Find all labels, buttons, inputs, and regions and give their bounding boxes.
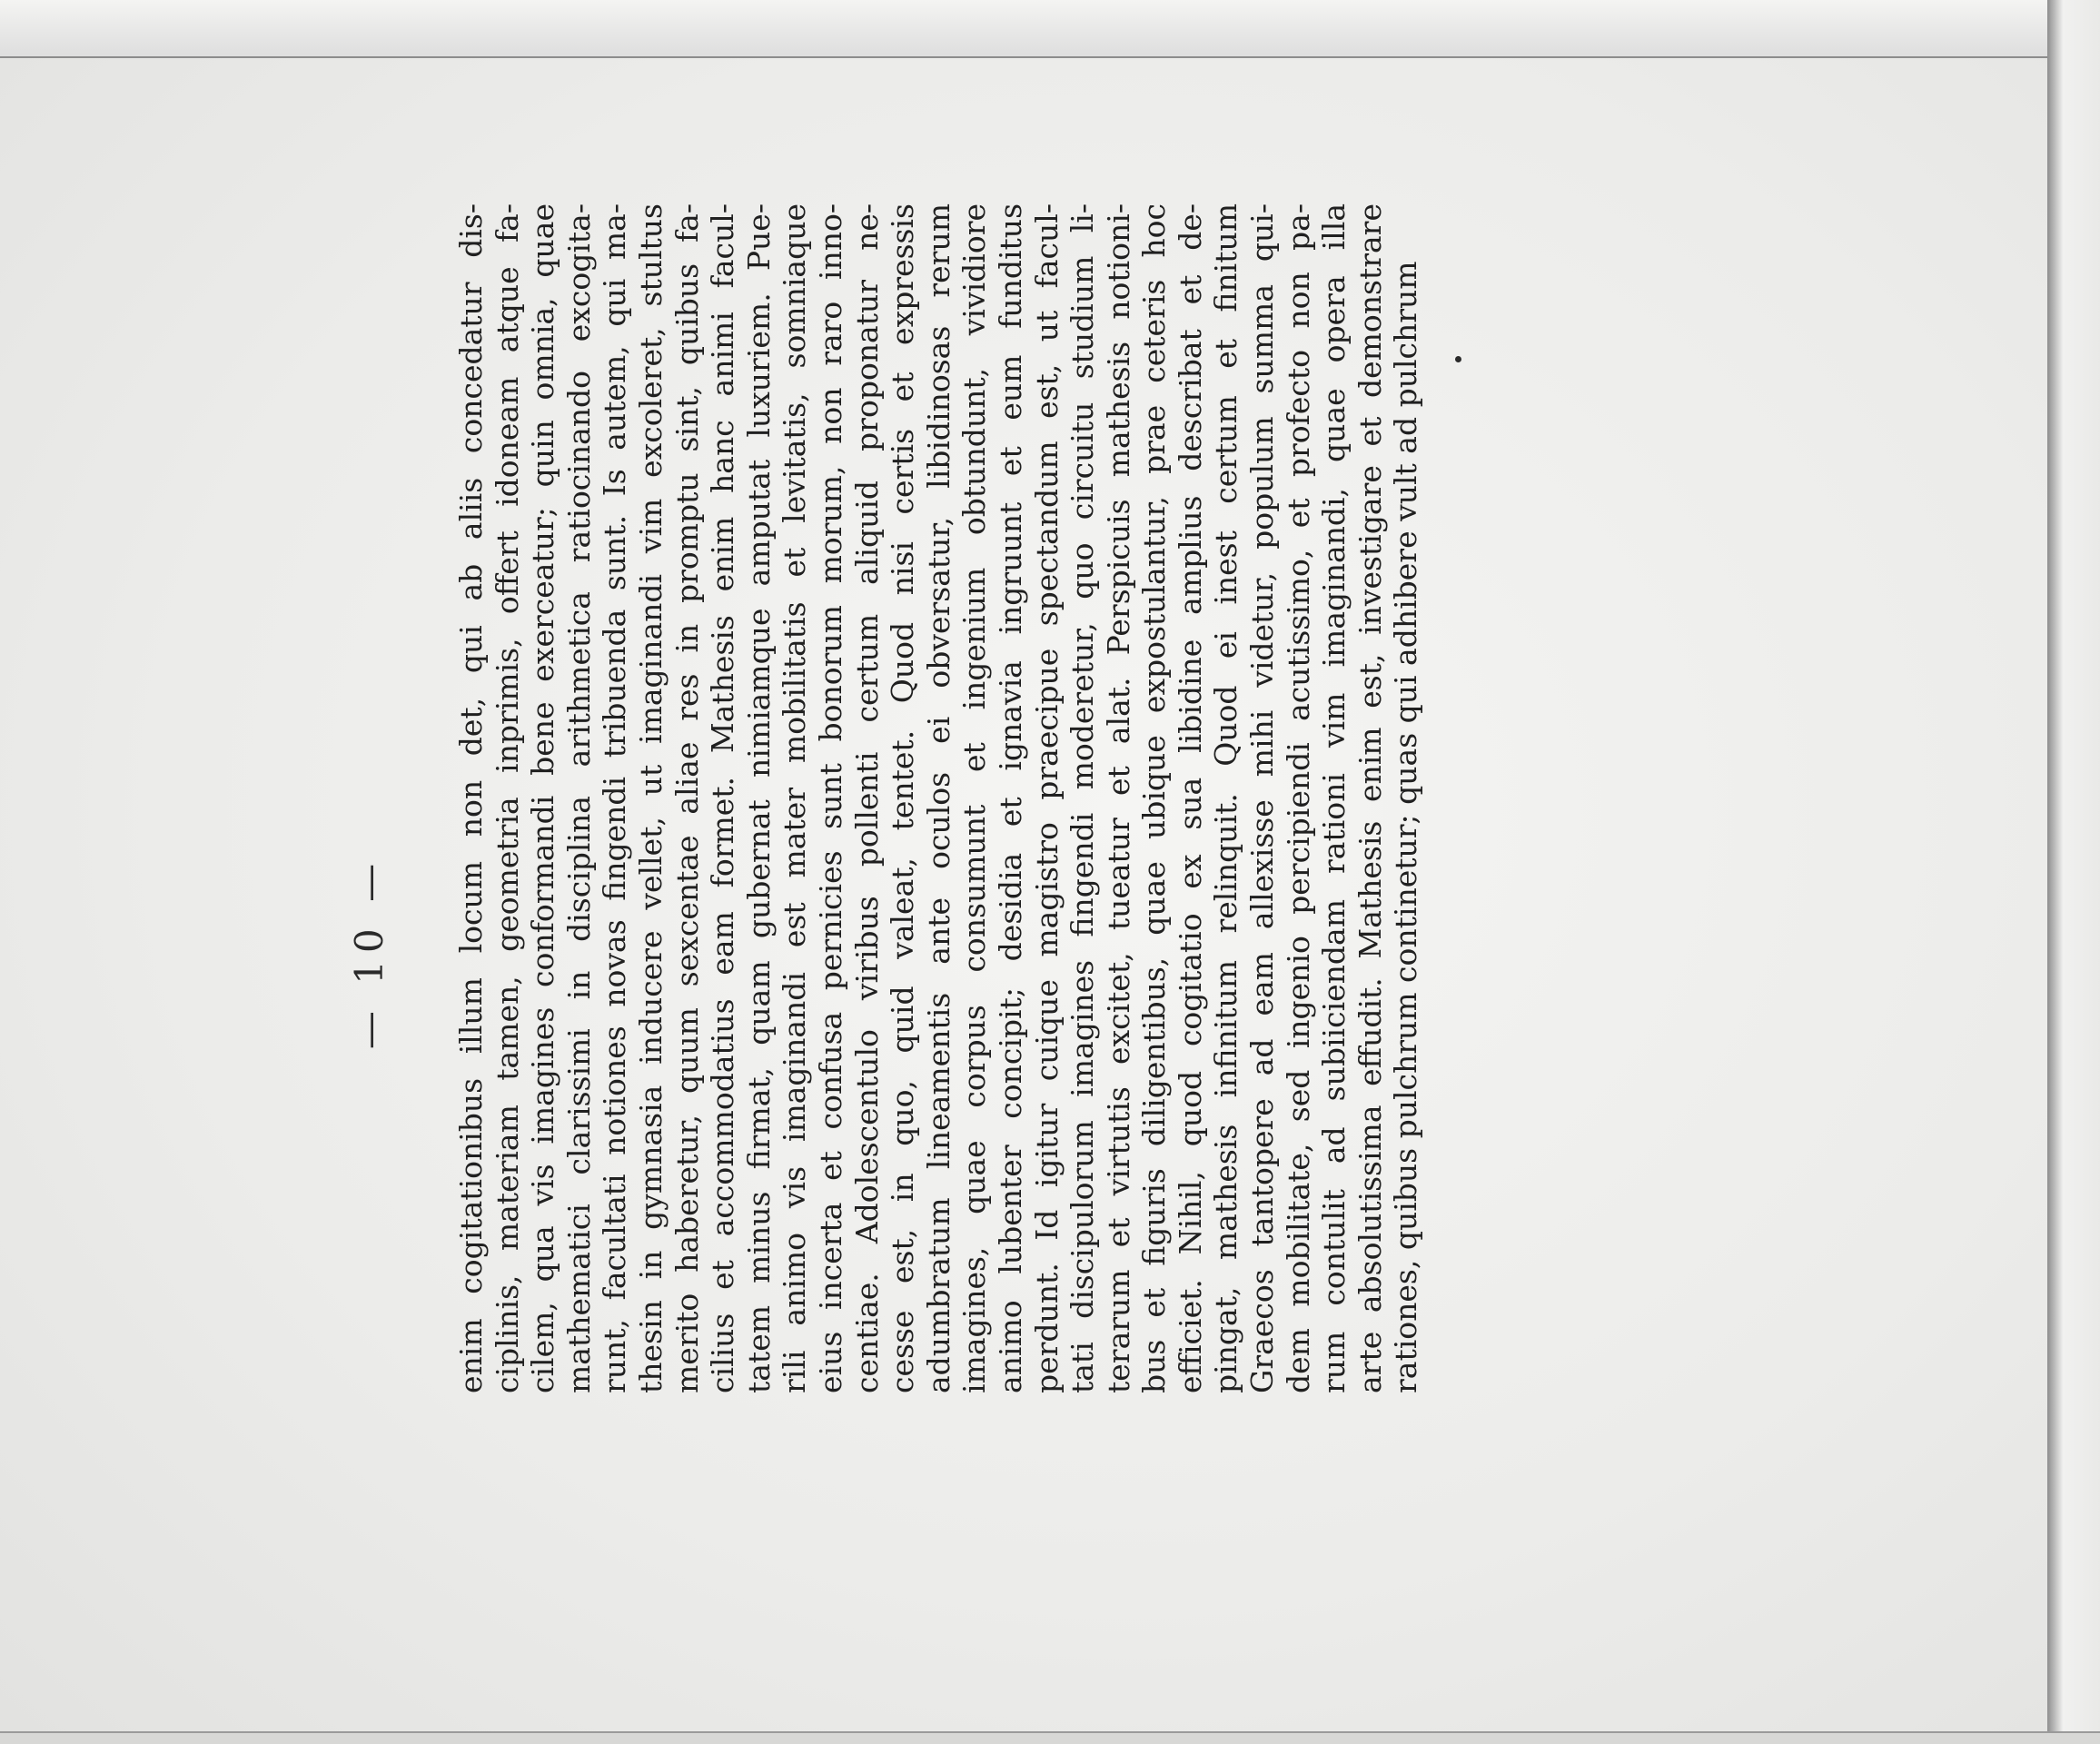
text-line: rili animo vis imaginandi est mater mobilitatis et levitatis, somniaque (777, 203, 813, 1393)
text-line: cilem, qua vis imagines conformandi bene exerceatur; quin omnia, quae (525, 203, 561, 1393)
text-line: tati discipulorum imagines fingendi moderetur, quo circuitu studium li- (1065, 203, 1101, 1393)
body-text (453, 203, 1424, 1393)
text-line: cilius et accommodatius eam formet. Mathesis enim hanc animi facul- (705, 203, 741, 1393)
ink-speck (1455, 356, 1461, 362)
text-line: enim cogitationibus illum locum non det, qui ab aliis concedatur dis- (453, 203, 489, 1393)
text-line: adumbratum lineamentis ante oculos ei obversatur, libidinosas rerum (920, 203, 956, 1393)
book-page (0, 58, 2047, 1731)
page-number: — 10 — (347, 856, 391, 1050)
text-line: perdunt. Id igitur cuique magistro praecipue spectandum est, ut facul- (1028, 203, 1065, 1393)
text-line: merito haberetur, quum sexcentae aliae res in promptu sint, quibus fa- (669, 203, 705, 1393)
text-line: arte absolutissima effudit. Mathesis enim est, investigare et demonstrare (1352, 203, 1388, 1393)
text-line: terarum et virtutis excitet, tueatur et alat. Perspicuis mathesis notioni- (1100, 203, 1136, 1393)
text-line: thesin in gymnasia inducere vellet, ut imaginandi vim excoleret, stultus (632, 203, 669, 1393)
text-line: runt, facultati notiones novas fingendi tribuenda sunt. Is autem, qui ma- (597, 203, 633, 1393)
text-line: ciplinis, materiam tamen, geometria inprimis, offert idoneam atque fa- (489, 203, 525, 1393)
text-line: rationes, quibus pulchrum continetur; quas qui adhibere vult ad pulchrum (1388, 261, 1424, 1393)
page-content-rotated (161, 203, 1887, 1634)
text-line: pingat, mathesis infinitum relinquit. Quod ei inest certum et finitum (1208, 203, 1244, 1393)
text-line: rum contulit ad subiiciendam rationi vim imaginandi, quae opera illa (1316, 203, 1352, 1393)
text-line: bus et figuris diligentibus, quae ubique expostulantur, prae ceteris hoc (1136, 203, 1173, 1393)
scan-right-edge (2047, 0, 2100, 1744)
text-line: centiae. Adolescentulo viribus pollenti certum aliquid proponatur ne- (848, 203, 885, 1393)
text-line: Graecos tantopere ad eam allexisse mihi videtur, populum summa qui- (1244, 203, 1281, 1393)
text-line: dem mobilitate, sed ingenio percipiendi acutissimo, et profecto non pa- (1280, 203, 1316, 1393)
text-line: cesse est, in quo, quid valeat, tentet. Quod nisi certis et expressis (885, 203, 921, 1393)
text-line: eius incerta et confusa pernicies sunt bonorum morum, non raro inno- (812, 203, 848, 1393)
text-line: efficiet. Nihil, quod cogitatio ex sua libidine amplius describat et de- (1172, 203, 1208, 1393)
text-line: animo lubenter concipit; desidia et ignavia ingruunt et eum funditus (992, 203, 1028, 1393)
scan-top-edge (0, 0, 2100, 58)
scan-bottom-edge (0, 1731, 2100, 1744)
text-line: tatem minus firmat, quam gubernat nimiamque amputat luxuriem. Pue- (740, 203, 777, 1393)
text-line: imagines, quae corpus consumunt et ingenium obtundunt, vividiore (956, 203, 993, 1393)
text-line: mathematici clarissimi in disciplina arithmetica ratiocinando excogita- (560, 203, 597, 1393)
